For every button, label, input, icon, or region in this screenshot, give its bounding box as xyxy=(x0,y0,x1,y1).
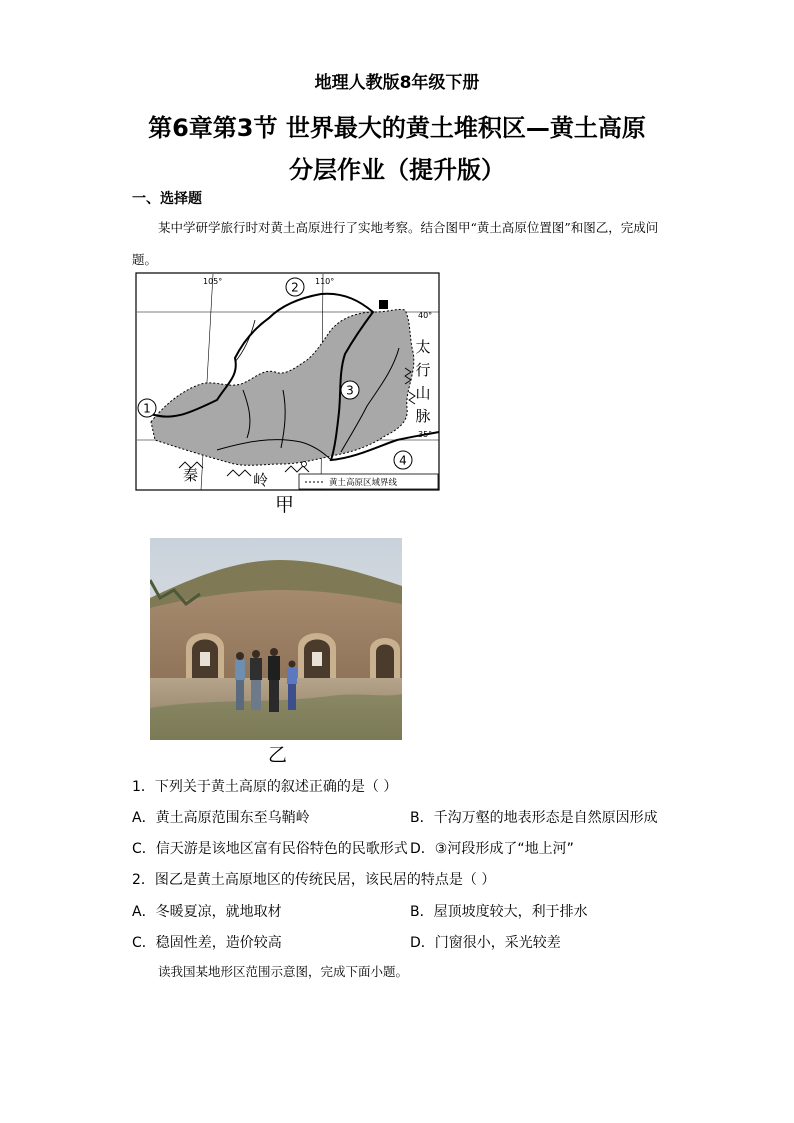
cave-arch-middle xyxy=(298,633,336,678)
taihang-char-1: 太 xyxy=(415,338,431,356)
latitude-35-label: 35° xyxy=(418,430,433,439)
qinling-char-1: 秦 xyxy=(183,466,199,484)
document-title-line-2: 分层作业（提升版） xyxy=(289,156,505,184)
question-2-stem: 2．图乙是黄土高原地区的传统民居，该民居的特点是（ ） xyxy=(132,872,496,888)
next-question-intro: 读我国某地形区范围示意图，完成下面小题。 xyxy=(158,964,409,979)
question-1-stem: 1．下列关于黄土高原的叙述正确的是（ ） xyxy=(132,779,398,795)
question-2-option-b: B．屋顶坡度较大，利于排水 xyxy=(410,904,588,920)
taihang-char-3: 山 xyxy=(415,384,431,402)
latitude-40-label: 40° xyxy=(418,311,433,320)
cave-dwelling-photo xyxy=(150,538,402,740)
cave-arch-left xyxy=(186,633,224,678)
marker-1-label: 1 xyxy=(143,401,151,416)
map-caption: 甲 xyxy=(275,494,295,516)
document-title-line-1: 第6章第3节 世界最大的黄土堆积区—黄土高原 xyxy=(148,114,646,142)
document-subtitle: 地理人教版8年级下册 xyxy=(314,73,480,93)
question-1-option-d: D．③河段形成了“地上河” xyxy=(410,841,574,857)
taihang-char-2: 行 xyxy=(415,361,431,379)
city-circle-marker xyxy=(302,462,307,467)
legend-label: 黄土高原区域界线 xyxy=(329,478,398,488)
loess-plateau-map xyxy=(135,272,441,492)
city-square-marker xyxy=(379,300,388,309)
section-heading: 一、选择题 xyxy=(132,191,202,207)
question-1-option-a: A．黄土高原范围东至乌鞘岭 xyxy=(132,810,310,826)
marker-4-label: 4 xyxy=(399,453,407,468)
question-1-option-c: C．信天游是该地区富有民俗特色的民歌形式 xyxy=(132,841,408,857)
question-2-option-a: A．冬暖夏凉，就地取材 xyxy=(132,904,282,920)
longitude-110-label: 110° xyxy=(315,277,335,286)
photo-caption: 乙 xyxy=(268,744,288,766)
question-2-option-d: D．门窗很小，采光较差 xyxy=(410,935,561,951)
question-intro: 某中学研学旅行时对黄土高原进行了实地考察。结合图甲“黄土高原位置图”和图乙，完成问题。 xyxy=(132,220,659,267)
question-1-option-b: B．千沟万壑的地表形态是自然原因形成 xyxy=(410,810,658,826)
question-2-option-c: C．稳固性差，造价较高 xyxy=(132,935,282,951)
marker-2-label: 2 xyxy=(291,280,299,295)
marker-3-label: 3 xyxy=(346,383,354,398)
cave-arch-right xyxy=(370,638,400,678)
longitude-105-label: 105° xyxy=(203,277,223,286)
taihang-char-4: 脉 xyxy=(415,407,431,425)
qinling-char-2: 岭 xyxy=(253,471,269,489)
